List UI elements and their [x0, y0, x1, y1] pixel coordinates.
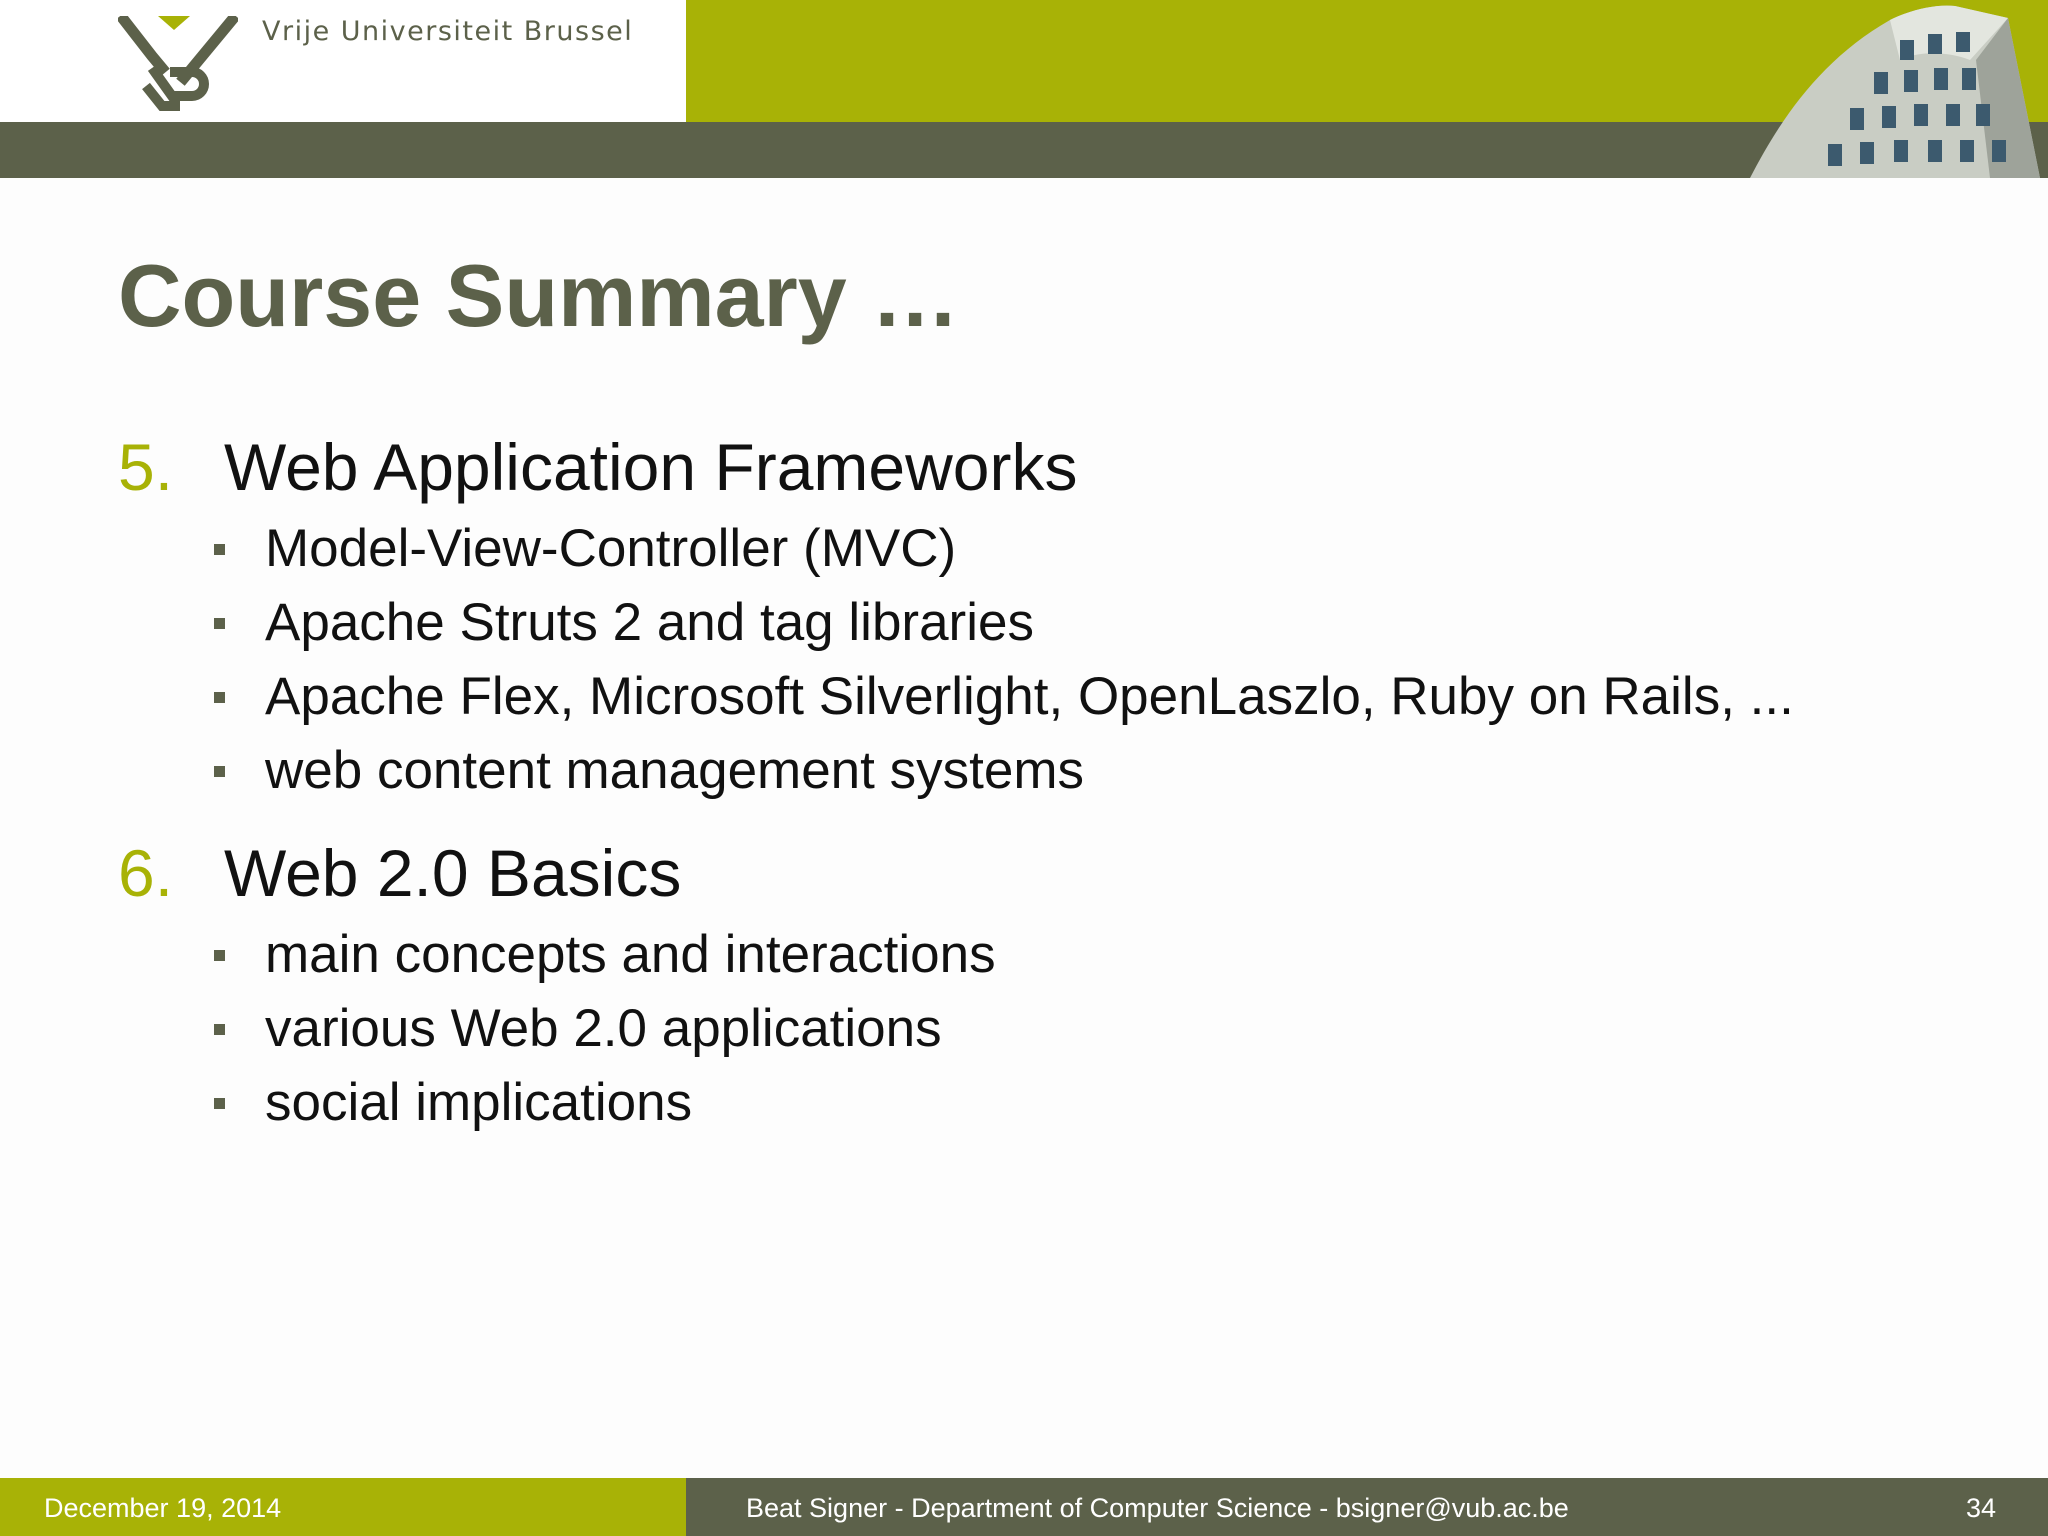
- list-item: [118, 1066, 1998, 1140]
- section-number: 5.: [118, 430, 174, 504]
- footer-date: December 19, 2014: [44, 1493, 282, 1523]
- square-bullet-icon: [214, 1098, 225, 1109]
- section-web-application-frameworks: [118, 424, 1998, 808]
- slide-content: [118, 424, 1998, 1140]
- list-item: [118, 992, 1998, 1066]
- square-bullet-icon: [214, 618, 225, 629]
- footer-author: Beat Signer - Department of Computer Science - bsigner@vub.ac.be: [746, 1493, 1569, 1523]
- list-item: [118, 512, 1998, 586]
- list-item-text: main concepts and interactions: [265, 925, 996, 984]
- section-title: Web 2.0 Basics: [224, 836, 682, 910]
- square-bullet-icon: [214, 950, 225, 961]
- list-item-text: web content management systems: [265, 741, 1084, 800]
- section-web-2-basics: [118, 830, 1998, 1140]
- square-bullet-icon: [214, 692, 225, 703]
- list-item-text: various Web 2.0 applications: [265, 999, 942, 1058]
- university-name: Vrije Universiteit Brussel: [262, 16, 634, 47]
- list-item: [118, 660, 1998, 734]
- list-item: [118, 918, 1998, 992]
- bullet-list: [118, 512, 1998, 808]
- slide-title: Course Summary …: [118, 246, 960, 345]
- building-photo-icon: [1740, 0, 2048, 178]
- section-heading: [118, 830, 1998, 916]
- list-item: [118, 734, 1998, 808]
- university-logo-icon: [118, 16, 238, 112]
- page-number: 34: [1965, 1493, 1996, 1523]
- list-item-text: Apache Flex, Microsoft Silverlight, OpenLaszlo, Ruby on Rails, ...: [265, 667, 1794, 726]
- section-title: Web Application Frameworks: [224, 430, 1078, 504]
- list-item-text: Model-View-Controller (MVC): [265, 519, 957, 578]
- square-bullet-icon: [214, 766, 225, 777]
- square-bullet-icon: [214, 1024, 225, 1035]
- section-heading: [118, 424, 1998, 510]
- square-bullet-icon: [214, 544, 225, 555]
- list-item-text: social implications: [265, 1073, 693, 1132]
- bullet-list: [118, 918, 1998, 1140]
- section-number: 6.: [118, 836, 174, 910]
- list-item: [118, 586, 1998, 660]
- list-item-text: Apache Struts 2 and tag libraries: [265, 593, 1034, 652]
